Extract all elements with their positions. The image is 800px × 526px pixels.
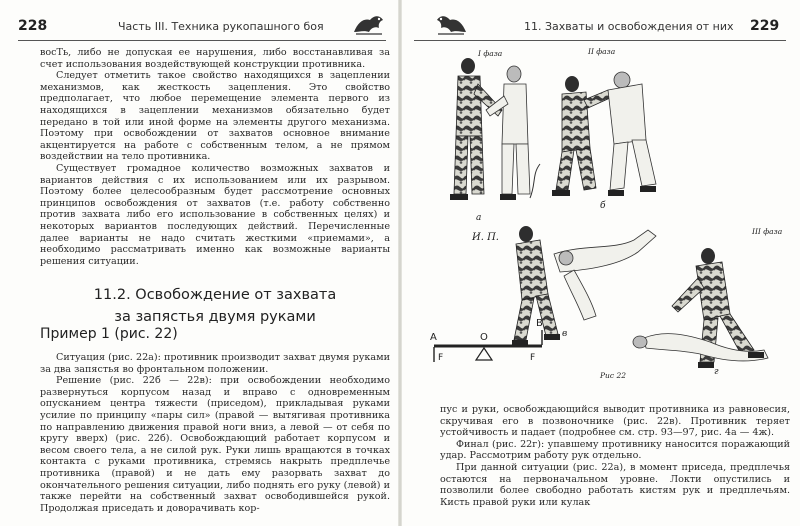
section-title xyxy=(50,284,380,328)
label-ip: И. П. xyxy=(472,232,499,243)
label-v: в xyxy=(562,329,568,339)
paragraph: При данной ситуации (рис. 22а), в момент приседа, предплечья остаются на первоначальном уровне. Локти опустились и позволили более свободно работать кистям рук и предплечьям. Кисть правой руки или кулак xyxy=(440,461,790,508)
paragraph: Следует отметить такое свойство находящихся в зацеплении механизмов, как жесткость зацепления. Это свойство предполагает, что любое перемещение элемента первого из находящихся в зацеплении механизмов обязательно будет передано в той или иной форме на элементы другого механизма. Поэтому при освобождении от захватов основное внимание акцентируется на работе с собственным телом, а не прямом воздействии на тело противника. xyxy=(40,70,390,163)
label-phase-1: I фаза xyxy=(478,49,503,58)
running-head-left: Часть III. Техника рукопашного боя xyxy=(118,20,324,33)
paragraph: Финал (рис. 22г): упавшему противнику наносится поражающий удар. Рассмотрим работу рук отдельно. xyxy=(440,438,790,462)
solution-paragraph: Решение (рис. 22б — 22в): при освобождении необходимо развернуться корпусом назад и вправо с одновременным опусканием центра тяжести (приседом), прикладывая руками усилие по принципу «пары сил» (правой — вытягивая противника по направлению движения правой ноги вниз, а левой — от себя по кругу вверх) (рис. 22б). Освобождающий работает корпусом и весом своего тела, а не силой рук. Руки лишь вращаются в точках контакта с руками противника, стремясь накрыть предплечье противника (правой) и не дать ему разорвать захват до окончательного решения ситуации, либо поднять его руку (левой) и также перейти на собственный захват освободившейся рукой. Продолжая приседать и доворачивать кор- xyxy=(40,375,390,514)
dragon-ornament-icon xyxy=(352,12,386,38)
situation-paragraph: Ситуация (рис. 22а): противник производит захват двумя руками за два запястья во фронтальном положении. xyxy=(40,352,390,375)
lever-label-o: O xyxy=(480,332,488,343)
running-head-right: 11. Захваты и освобождения от них xyxy=(524,20,734,33)
figure-pair-c xyxy=(512,226,656,346)
label-g: г xyxy=(714,367,719,377)
figure-22-illustration xyxy=(424,44,794,384)
lever-label-f-left: F xyxy=(438,353,444,363)
label-a: а xyxy=(476,213,482,223)
example-heading: Пример 1 (рис. 22) xyxy=(40,326,178,342)
figure-pair-d xyxy=(633,248,768,368)
body-text-left-top xyxy=(40,47,390,267)
header-rule-left xyxy=(18,40,386,41)
label-phase-3: III фаза xyxy=(752,227,783,236)
paragraph: пус и руки, освобождающийся выводит противника из равновесия, скручивая его в позвоночнике (рис. 22в). Противник теряет устойчивость и падает (подробнее см. стр. 93—97, рис. 4а — 4ж). xyxy=(440,404,790,439)
lever-label-f-right: F xyxy=(530,353,536,363)
body-text-right xyxy=(440,404,790,508)
header-rule-right xyxy=(414,40,786,41)
body-text-left-bottom xyxy=(40,352,390,514)
section-title-line: за запястья двумя руками xyxy=(114,309,316,325)
label-b: б xyxy=(600,201,606,211)
right-page xyxy=(400,0,800,526)
figure-pair-b xyxy=(530,72,656,198)
paragraph: восТь, либо не допуская ее нарушения, либо восстанавливая за счет использования воздействующей конструкции противника. xyxy=(40,47,390,70)
page-number-right: 229 xyxy=(750,18,780,34)
page-number-left: 228 xyxy=(18,18,48,34)
figure-pair-a xyxy=(450,58,530,200)
label-phase-2: II фаза xyxy=(588,47,616,56)
lever-label-b: B xyxy=(536,318,543,329)
section-title-line: 11.2. Освобождение от захвата xyxy=(93,287,337,303)
lever-label-a: A xyxy=(430,332,437,343)
figure-caption: Рис 22 xyxy=(600,371,627,380)
paragraph: Существует громадное количество возможных захватов и вариантов действия с их использованием или их разрывом. Поэтому более целесообразным будет рассмотрение основных принципов освобождения от захватов (т.е. работу собственно против захвата либо его использование в собственных целях) и некоторых вариантов последующих действий. Перечисленные далее варианты не надо считать жесткими «приемами», а необходимо рассматривать именно как возможные варианты решения ситуации. xyxy=(40,162,390,267)
dragon-ornament-icon xyxy=(434,12,468,38)
